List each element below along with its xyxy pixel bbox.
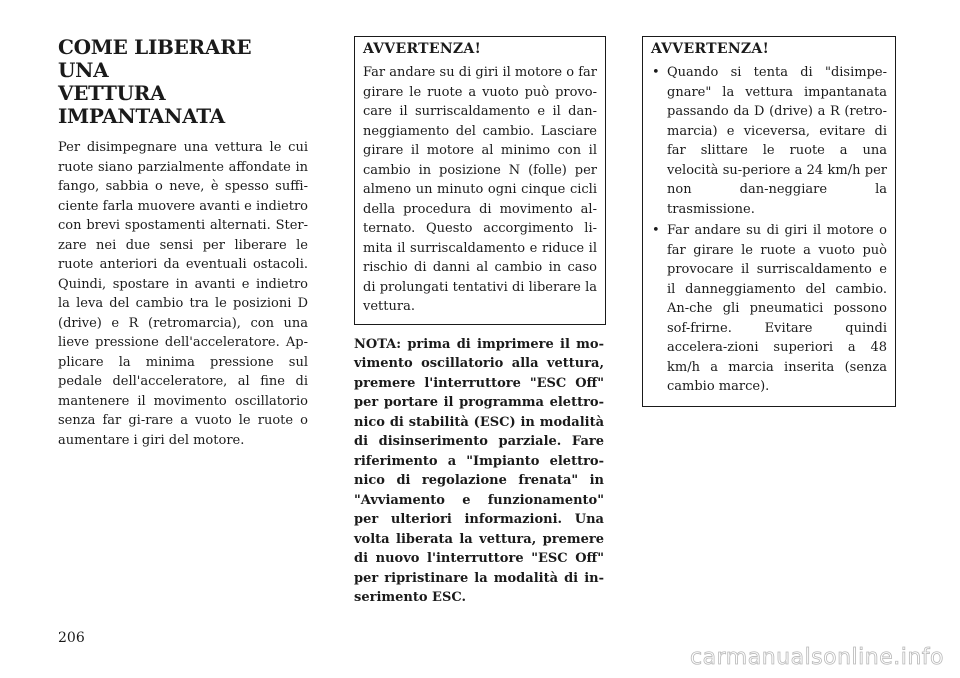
warning-bullet-list [651, 63, 887, 397]
warning-box-2 [642, 36, 896, 407]
section-title-line1: COME LIBERARE UNA [58, 35, 252, 82]
warning-title: AVVERTENZA! [651, 41, 770, 57]
warning-bullet-item [651, 221, 887, 397]
bullet-icon: • [652, 223, 660, 238]
middle-column [354, 36, 604, 608]
section-title-line2: VETTURA IMPANTANATA [58, 81, 225, 128]
warning-bullet-item [651, 63, 887, 219]
warning-title: AVVERTENZA! [363, 41, 482, 57]
section-body: Per disimpegnare una vettura le cui ruote siano parzialmente affondate in fango, sabbia o neve, è spesso suffi-ciente farla muovere avanti e indietro con brevi spostamenti alternati. Ster-zare nei due sensi per liberare le ruote anteriori da eventuali ostacoli. Quindi, spostare in avanti e indietro la leva del cambio tra le posizioni D (drive) e R (retromarcia), con una lieve pressione dell'acceleratore. Ap-plicare la minima pressione sul pedale dell'acceleratore, al fine di mantenere il movimento oscillatorio senza far gi-rare a vuoto le ruote o aumentare i giri del motore. [58, 140, 308, 448]
page-number: 206 [58, 630, 85, 646]
section-title [58, 36, 308, 128]
warning-box-1 [354, 36, 606, 325]
note-paragraph: NOTA: prima di imprimere il mo-vimento oscillatorio alla vettura, premere l'interruttore "ESC Off" per portare il programma elettro-nico di stabilità (ESC) in modalità di disinserimento parziale. Fare riferimento a "Impianto elettro-nico di regolazione frenata" in "Avviamento e funzionamento" per ulteriori informazioni. Una volta liberata la vettura, premere di nuovo l'interruttore "ESC Off" per ripristinare la modalità di in-serimento ESC. [354, 336, 604, 605]
warning-body: Far andare su di giri il motore o far girare le ruote a vuoto può provo-care il surriscaldamento e il dan-neggiamento del cambio. Lasciare girare il motore al minimo con il cambio in posizione N (folle) per almeno un minuto ogni cinque cicli della procedura di movimento al-ternato. Questo accorgimento li-mita il surriscaldamento e riduce il rischio di danni al cambio in caso di prolungati tentativi di liberare la vettura. [363, 65, 597, 314]
right-column [642, 36, 892, 407]
warning-bullet-text: Far andare su di giri il motore o far girare le ruote a vuoto può provocare il surriscaldamento e il danneggiamento del cambio. An-che gli pneumatici possono sof-frirne. Evitare quindi accelera-zioni superiori a 48 km/h a marcia inserita (senza cambio marce). [667, 223, 887, 394]
warning-bullet-text: Quando si tenta di "disimpe-gnare" la vettura impantanata passando da D (drive) a R (retro-marcia) e viceversa, evitare di far slittare le ruote a una velocità su-periore a 24 km/h per non dan-neggiare la trasmissione. [667, 65, 887, 217]
bullet-icon: • [652, 65, 660, 80]
watermark: carmanualsonline.info [690, 645, 944, 670]
section-column [58, 36, 308, 450]
